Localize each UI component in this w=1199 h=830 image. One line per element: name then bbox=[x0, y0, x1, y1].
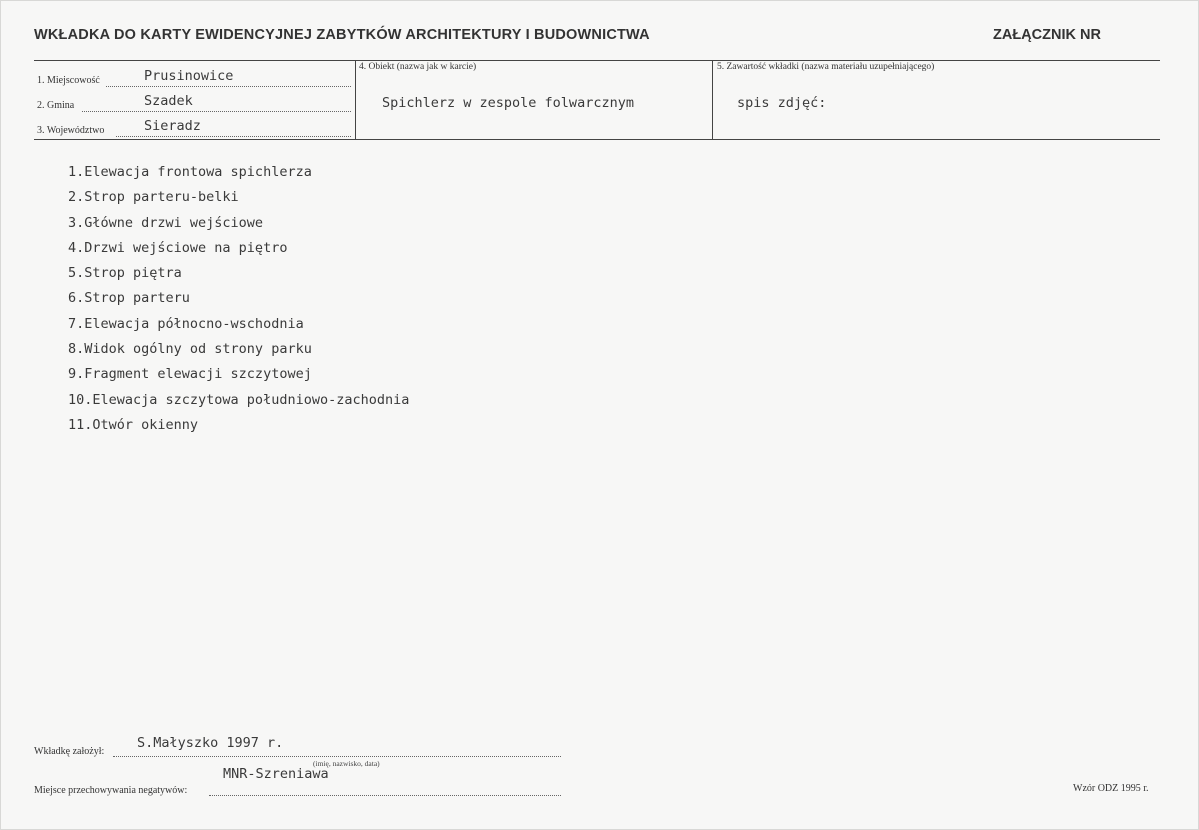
list-item: 6.Strop parteru bbox=[68, 290, 190, 307]
place-dotted-line bbox=[106, 86, 351, 87]
storage-dotted-line bbox=[209, 795, 561, 796]
photo-list bbox=[68, 161, 409, 439]
list-item: 4.Drzwi wejściowe na piętro bbox=[68, 239, 288, 256]
list-item: 9.Fragment elewacji szczytowej bbox=[68, 366, 312, 383]
object-label: 4. Obiekt (nazwa jak w karcie) bbox=[359, 62, 477, 72]
header-bottom-rule bbox=[34, 139, 1160, 140]
voivodeship-label: 3. Województwo bbox=[37, 125, 105, 136]
created-by-dotted-line bbox=[113, 756, 561, 757]
storage-label: Miejsce przechowywania negatywów: bbox=[34, 785, 188, 796]
voivodeship-value: Sieradz bbox=[144, 118, 201, 134]
list-item: 11.Otwór okienny bbox=[68, 416, 199, 433]
contents-label: 5. Zawartość wkładki (nazwa materiału uzupełniającego) bbox=[717, 62, 935, 72]
list-item: 10.Elewacja szczytowa południowo-zachodnia bbox=[68, 391, 410, 408]
contents-value: spis zdjęć: bbox=[737, 95, 827, 111]
document-title: WKŁADKA DO KARTY EWIDENCYJNEJ ZABYTKÓW ARCHITEKTURY I BUDOWNICTWA bbox=[34, 27, 650, 43]
place-value: Prusinowice bbox=[144, 68, 234, 84]
place-label: 1. Miejscowość bbox=[37, 75, 100, 86]
list-item: 5.Strop piętra bbox=[68, 265, 182, 282]
header-top-rule bbox=[34, 60, 1160, 61]
commune-label: 2. Gmina bbox=[37, 100, 75, 111]
storage-value: MNR-Szreniawa bbox=[223, 766, 329, 782]
list-item: 3.Główne drzwi wejściowe bbox=[68, 214, 264, 231]
commune-value: Szadek bbox=[144, 93, 193, 109]
list-item: 1.Elewacja frontowa spichlerza bbox=[68, 164, 312, 180]
annex-number-label: ZAŁĄCZNIK NR bbox=[993, 27, 1101, 43]
list-item: 7.Elewacja północno-wschodnia bbox=[68, 315, 304, 332]
list-item: 2.Strop parteru-belki bbox=[68, 189, 239, 206]
object-value: Spichlerz w zespole folwarcznym bbox=[382, 95, 634, 111]
created-by-caption: (imię, nazwisko, data) bbox=[313, 759, 380, 768]
commune-dotted-line bbox=[82, 111, 351, 112]
created-by-label: Wkładkę założył: bbox=[34, 746, 105, 757]
column-divider-1 bbox=[355, 60, 356, 140]
voivodeship-dotted-line bbox=[116, 136, 351, 137]
form-model-label: Wzór ODZ 1995 r. bbox=[1073, 783, 1149, 794]
created-by-value: S.Małyszko 1997 r. bbox=[137, 735, 284, 751]
column-divider-2 bbox=[712, 60, 713, 140]
list-item: 8.Widok ogólny od strony parku bbox=[68, 341, 312, 358]
